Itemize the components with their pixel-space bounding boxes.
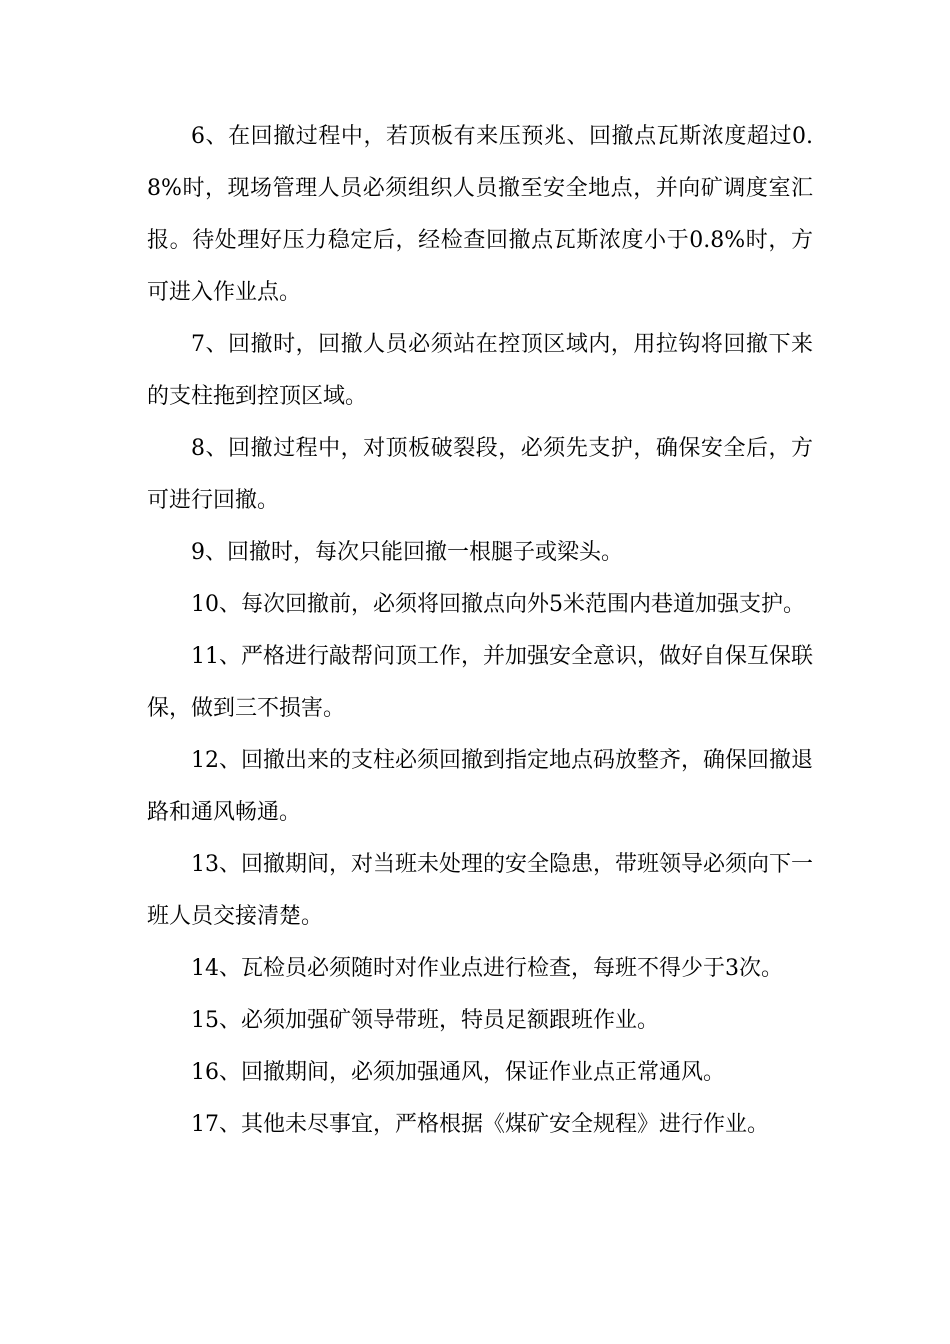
paragraph-item-12: 12、回撤出来的支柱必须回撤到指定地点码放整齐，确保回撤退路和通风畅通。 [147,748,813,825]
paragraph-item-13: 13、回撤期间，对当班未处理的安全隐患，带班领导必须向下一班人员交接清楚。 [147,852,813,929]
paragraph-item-6: 6、在回撤过程中，若顶板有来压预兆、回撤点瓦斯浓度超过0.8%时，现场管理人员必须组织人员撤至安全地点，并向矿调度室汇报。待处理好压力稳定后，经检查回撤点瓦斯浓度小于0.8%时，方可进入作业点。 [147,124,813,305]
document-body [147,111,813,1151]
paragraph-item-9: 9、回撤时，每次只能回撤一根腿子或梁头。 [191,540,623,565]
paragraph-item-11: 11、严格进行敲帮问顶工作，并加强安全意识，做好自保互保联保，做到三不损害。 [147,644,813,721]
paragraph-item-17: 17、其他未尽事宜，严格根据《煤矿安全规程》进行作业。 [191,1112,769,1137]
paragraph-item-7: 7、回撤时，回撤人员必须站在控顶区域内，用拉钩将回撤下来的支柱拖到控顶区域。 [147,332,813,409]
paragraph-item-14: 14、瓦检员必须随时对作业点进行检查，每班不得少于3次。 [191,956,783,981]
paragraph-item-8: 8、回撤过程中，对顶板破裂段，必须先支护，确保安全后，方可进行回撤。 [147,436,813,513]
paragraph-item-10: 10、每次回撤前，必须将回撤点向外5米范围内巷道加强支护。 [191,592,805,617]
paragraph-item-16: 16、回撤期间，必须加强通风，保证作业点正常通风。 [191,1060,725,1085]
paragraph-item-15: 15、必须加强矿领导带班，特员足额跟班作业。 [191,1008,659,1033]
